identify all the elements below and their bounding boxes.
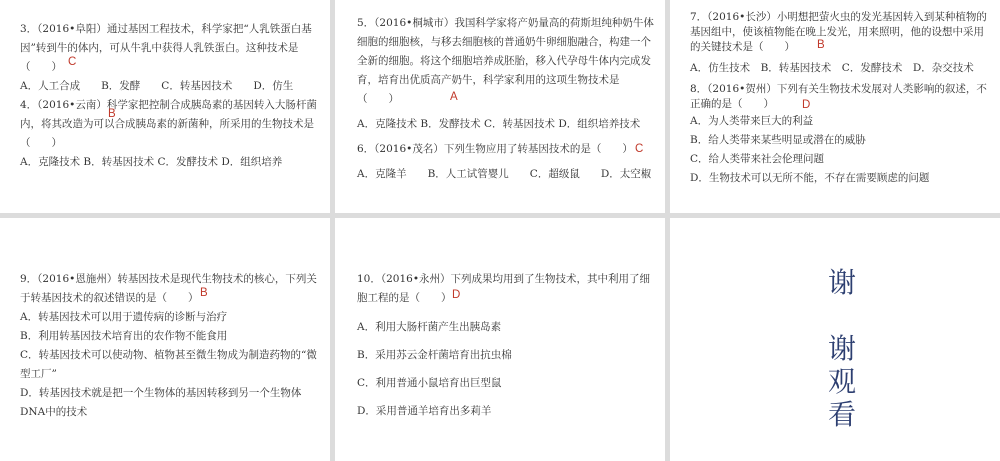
q8-option-a: A．为人类带来巨大的利益 bbox=[690, 115, 814, 127]
q10-option-a: A．利用大肠杆菌产生出胰岛素 bbox=[357, 321, 502, 333]
slide-q5-q6 bbox=[335, 0, 665, 213]
q8-option-c: C．给人类带来社会伦理问题 bbox=[690, 153, 825, 165]
q10-option-d: D．采用普通羊培育出多莉羊 bbox=[357, 405, 492, 417]
q9-stem: 9．（2016•恩施州）转基因技术是现代生物技术的核心，下列关于转基因技术的叙述错误的是（ ） B bbox=[20, 273, 317, 304]
q5-answer: A bbox=[450, 91, 458, 103]
q8-option-b: B．给人类带来某些明显或潜在的威胁 bbox=[690, 134, 866, 146]
slide-thanks bbox=[670, 218, 1000, 461]
thanks-char-3: 观 bbox=[827, 365, 856, 398]
q7-stem: 7．（2016•长沙）小明想把萤火虫的发光基因转入到某种植物的基因组中，使该植物能在晚上发光，用来照明，他的设想中采用的关键技术是（ ） B bbox=[690, 11, 987, 53]
q8-answer: D bbox=[802, 99, 811, 111]
q7-options: A．仿生技术 B．转基因技术 C．发酵技术 D．杂交技术 bbox=[690, 62, 974, 74]
slide-q3-q4 bbox=[0, 0, 330, 213]
q7-answer: B bbox=[817, 39, 825, 51]
q4-options: A．克隆技术 B．转基因技术 C．发酵技术 D．组织培养 bbox=[20, 156, 283, 168]
q6-answer: C bbox=[635, 143, 644, 155]
thanks-char-2: 谢 bbox=[827, 332, 856, 365]
q6-options: A．克隆羊 B．人工试管婴儿 C．超级鼠 D．太空椒 bbox=[357, 168, 652, 180]
q9-answer: B bbox=[200, 287, 208, 299]
thanks-text bbox=[827, 266, 857, 431]
q10-answer: D bbox=[452, 289, 461, 301]
q9-option-d: D．转基因技术就是把一个生物体的基因转移到另一个生物体DNA中的技术 bbox=[20, 387, 302, 418]
slide-q9 bbox=[0, 218, 330, 461]
thanks-char-4: 看 bbox=[827, 398, 856, 431]
q5-stem: 5．（2016•桐城市）我国科学家将产奶量高的荷斯坦纯种奶牛体细胞的细胞核，与移去细胞核的普通奶牛卵细胞融合，构建一个全新的细胞。将这个细胞培养成胚胎，移入代孕母牛体内完成发育，培育出优质高产奶牛，科学家利用的这项生物技术是（ ） A bbox=[357, 17, 654, 105]
q4-answer: B bbox=[108, 108, 116, 120]
q6-stem: 6．（2016•茂名）下列生物应用了转基因技术的是（ ） C bbox=[357, 140, 655, 159]
q3-stem: 3．（2016•阜阳）通过基因工程技术，科学家把“人乳铁蛋白基因”转到牛的体内，可从牛乳中获得人乳铁蛋白。这种技术是（ ） C bbox=[20, 23, 312, 73]
q9-option-a: A．转基因技术可以用于遗传病的诊断与治疗 bbox=[20, 311, 228, 323]
q5-options: A．克隆技术 B．发酵技术 C．转基因技术 D．组织培养技术 bbox=[357, 118, 641, 130]
q9-option-c: C．转基因技术可以使动物、植物甚至微生物成为制造药物的“微型工厂” bbox=[20, 349, 317, 380]
q4-stem: 4．（2016•云南）科学家把控制合成胰岛素的基因转入大肠杆菌内，将其改造为可以合成胰岛素的新菌种，所采用的生物技术是（ ） B bbox=[20, 99, 317, 149]
thanks-spacer bbox=[827, 299, 857, 332]
q10-stem: 10．（2016•永州）下列成果均用到了生物技术，其中利用了细胞工程的是（ ） D bbox=[357, 273, 651, 304]
thanks-char-1: 谢 bbox=[827, 266, 856, 299]
q3-answer: C bbox=[68, 56, 77, 68]
q3-options: A．人工合成 B．发酵 C．转基因技术 D．仿生 bbox=[20, 80, 294, 92]
q10-option-b: B．采用苏云金杆菌培育出抗虫棉 bbox=[357, 349, 512, 361]
q10-option-c: C．利用普通小鼠培育出巨型鼠 bbox=[357, 377, 502, 389]
q8-stem: 8．（2016•贺州）下列有关生物技术发展对人类影响的叙述，不正确的是（ ） D bbox=[690, 83, 987, 111]
q9-option-b: B．利用转基因技术培育出的农作物不能食用 bbox=[20, 330, 228, 342]
q8-option-d: D．生物技术可以无所不能，不存在需要顾虑的问题 bbox=[690, 172, 930, 184]
slide-q7-q8 bbox=[670, 0, 1000, 213]
slide-q10 bbox=[335, 218, 665, 461]
